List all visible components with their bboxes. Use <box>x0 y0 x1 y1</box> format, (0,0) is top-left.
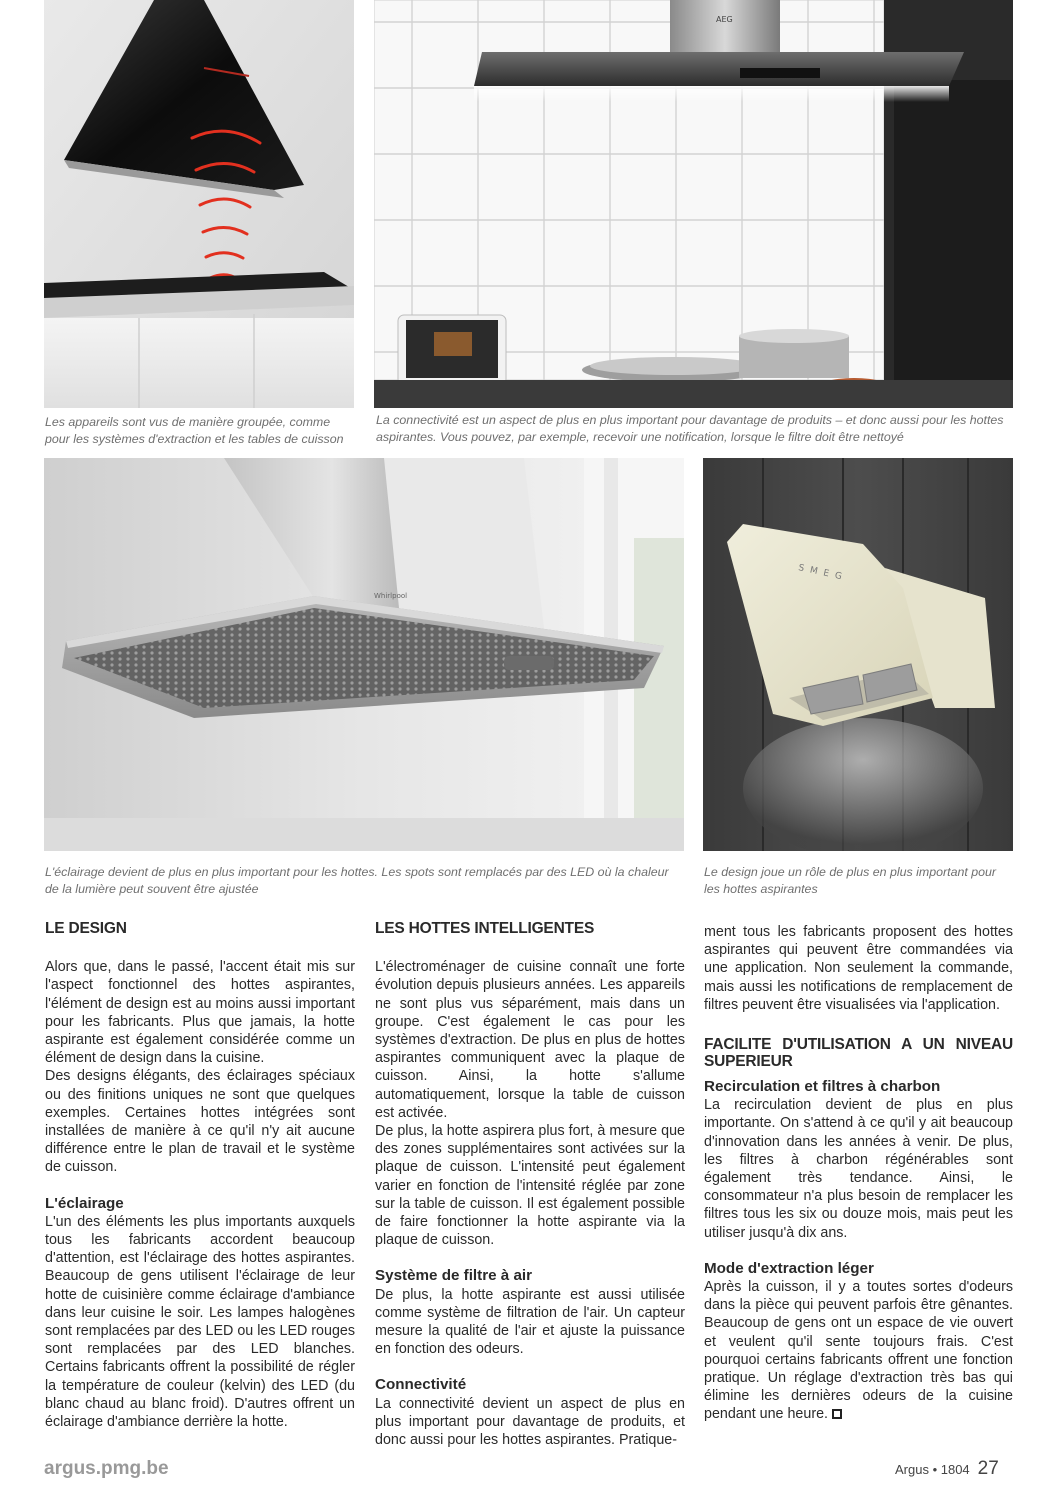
footer-issue <box>895 1458 999 1480</box>
paragraph: L'un des éléments les plus importants auxquels tous les fabricants accordent beaucoup d'attention, est l'éclairage des hottes aspirantes. Beaucoup de gens utilisent l'éclairage de leur hotte de cuisinière comme éclairage d'ambiance dans leur cuisine le soir. Les lampes halogènes sont remplacées par des LED ou les LED rouges sont remplacées par des LED blanches. Certains fabricants offrent la possibilité de régler la température de couleur (kelvin) des LED (du blanc chaud au blanc froid). D'autres offrent un éclairage d'ambiance derrière la hotte. <box>45 1213 355 1431</box>
photo-connected-hood <box>374 0 1013 408</box>
caption-photo-3: L'éclairage devient de plus en plus important pour les hottes. Les spots sont remplacés par des LED où la chaleur de la lumière peut souvent être ajustée <box>45 865 669 896</box>
photo2-brand-label: AEG <box>716 15 733 24</box>
photo4-brand-label: SMEG <box>797 563 849 584</box>
caption-photo-4: Le design joue un rôle de plus en plus important pour les hottes aspirantes <box>704 865 997 896</box>
paragraph: Des designs élégants, des éclairages spéciaux ou des finitions uniques ne sont que quelques exemples. Certaines hottes intégrées sont installées de manière à ce qu'il n'y ait aucune différence entre le plan de travail et le système de cuisson. <box>45 1068 355 1176</box>
footer-issue-label: Argus • 1804 <box>895 1462 970 1477</box>
page-number: 27 <box>977 1458 999 1479</box>
photo3-brand-label: Whirlpool <box>374 592 408 600</box>
paragraph: De plus, la hotte aspirera plus fort, à mesure que des zones supplémentaires sont activées sur la plaque de cuisson. L'intensité peut également varier en fonction de l'intensité réglée par zone sur la table de cuisson. Il est également possible de faire fonctionner la hotte aspirante via la plaque de cuisson. <box>375 1123 685 1249</box>
subheading-air-filter: Système de filtre à air <box>375 1267 533 1285</box>
paragraph-text: Après la cuisson, il y a toutes sortes d'odeurs dans la pièce qui peuvent parfois être gênantes. Beaucoup de gens ont un espace de vie ouvert et veulent qu'il sente toujours frais. C'est pourquoi certains fabricants offrent une fonction pratique. Un réglage d'extraction très bas qui élimine les dernières odeurs de la cuisine pendant une heure. <box>704 1279 1013 1423</box>
subheading-connectivity: Connectivité <box>375 1376 467 1394</box>
section-heading-ease-of-use: FACILITE D'UTILISATION A UN NIVEAU SUPERIEUR <box>704 1036 1013 1071</box>
caption-photo-1: Les appareils sont vus de manière groupée, comme pour les systèmes d'extraction et les tables de cuisson <box>45 415 344 446</box>
paragraph: L'électroménager de cuisine connaît une forte évolution depuis plusieurs années. Les appareils ne sont plus vus séparément, mais dans un groupe. C'est également le cas pour les systèmes d'extraction. De plus en plus de hottes aspirantes communiquent avec la plaque de cuisson. Ainsi, la hotte s'allume automatiquement, lorsque la table de cuisson est activée. <box>375 959 685 1121</box>
paragraph: La connectivité devient un aspect de plus en plus important pour davantage de produits, et donc aussi pour les hottes aspirantes. Pratique- <box>375 1395 685 1449</box>
column-3 <box>704 923 1013 1424</box>
caption-photo-2: La connectivité est un aspect de plus en plus important pour davantage de produits – et donc aussi pour les hottes aspirantes. Vous pouvez, par exemple, recevoir une notification, lorsque le filtre doit être nettoyé <box>376 413 1004 444</box>
end-of-article-icon <box>832 1409 842 1419</box>
photo-angled-hood <box>44 0 354 408</box>
photo-retro-hood <box>703 458 1013 851</box>
column-2 <box>375 920 685 1449</box>
paragraph-final <box>704 1278 1013 1424</box>
photo-stainless-hood <box>44 458 684 851</box>
paragraph: Alors que, dans le passé, l'accent était mis sur l'aspect fonctionnel des hottes aspirantes, l'élément de design est au moins aussi important pour les fabricants. Plus que jamais, la hotte aspirante est également considérée comme un élément de design dans la cuisine. <box>45 959 355 1067</box>
paragraph: La recirculation devient de plus en plus importante. On s'attend à ce qu'il y ait beaucoup d'innovation dans les années à venir. De plus, les filtres à charbon régénérables sont également très tendance. Ainsi, le consommateur n'a plus besoin de remplacer les filtres tous les six ou douze mois, mais peut les utiliser jusqu'à dix ans. <box>704 1097 1013 1241</box>
column-1 <box>45 920 355 1431</box>
subheading-lighting: L'éclairage <box>45 1194 124 1212</box>
footer-website: argus.pmg.be <box>44 1458 169 1479</box>
section-heading-smart-hoods: LES HOTTES INTELLIGENTES <box>375 920 595 937</box>
subheading-recirculation: Recirculation et filtres à charbon <box>704 1078 941 1096</box>
paragraph: De plus, la hotte aspirante est aussi utilisée comme système de filtration de l'air. Un capteur mesure la qualité de l'air et ajuste la puissance en fonction des odeurs. <box>375 1286 685 1358</box>
subheading-light-extraction: Mode d'extraction léger <box>704 1259 874 1277</box>
section-heading-design: LE DESIGN <box>45 920 127 937</box>
paragraph: ment tous les fabricants proposent des hottes aspirantes qui peuvent être commandées via une application. Non seulement la commande, mais aussi les notifications de remplacement de filtres peuvent être visualisées via l'application. <box>704 924 1013 1013</box>
